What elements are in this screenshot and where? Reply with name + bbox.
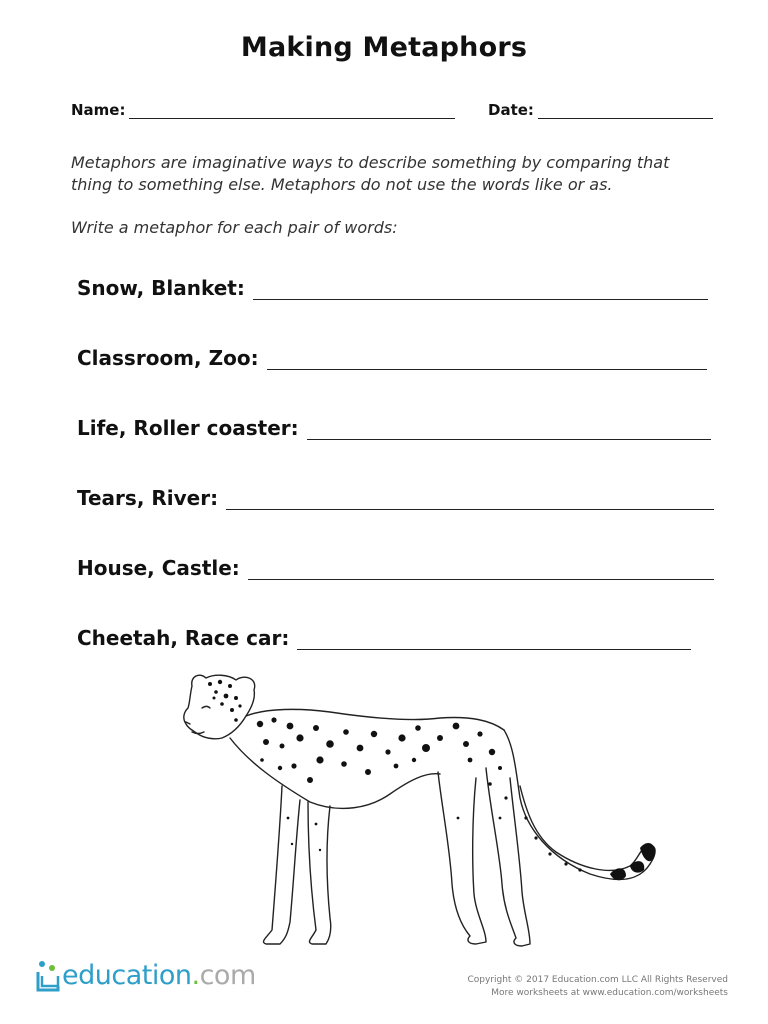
page-title: Making Metaphors	[240, 32, 528, 63]
intro-text: Metaphors are imaginative ways to describe something by comparing that thing to something else. Metaphors do not use the words like or as.	[71, 153, 670, 194]
answer-line[interactable]	[267, 347, 707, 370]
pair-label: Cheetah, Race car:	[77, 626, 290, 650]
copyright-block	[467, 974, 728, 1000]
pair-label: Classroom, Zoo:	[77, 346, 259, 370]
logo-text	[62, 960, 256, 991]
pair-row-snow-blanket	[77, 276, 708, 300]
pair-row-cheetah-race-car	[77, 626, 691, 650]
answer-line[interactable]	[226, 487, 714, 510]
answer-line[interactable]	[248, 557, 714, 580]
date-field	[488, 98, 713, 119]
instructions-text: Write a metaphor for each pair of words:	[71, 218, 398, 237]
education-logo[interactable]	[34, 958, 256, 992]
date-input-line[interactable]	[538, 98, 713, 119]
answer-line[interactable]	[297, 627, 691, 650]
date-label: Date:	[488, 101, 534, 119]
pair-row-tears-river	[77, 486, 714, 510]
name-label: Name:	[71, 101, 126, 119]
answer-line[interactable]	[307, 417, 711, 440]
pair-label: Snow, Blanket:	[77, 276, 245, 300]
pair-row-classroom-zoo	[77, 346, 707, 370]
pair-row-life-roller-coaster	[77, 416, 711, 440]
pair-label: Tears, River:	[77, 486, 219, 510]
pair-row-house-castle	[77, 556, 714, 580]
copyright-line: Copyright © 2017 Education.com LLC All Rights Reserved	[467, 975, 728, 985]
book-people-icon	[34, 958, 62, 992]
answer-line[interactable]	[253, 277, 708, 300]
pair-label: House, Castle:	[77, 556, 240, 580]
logo-dot: .	[191, 959, 200, 991]
pair-label: Life, Roller coaster:	[77, 416, 299, 440]
cheetah-illustration	[170, 668, 670, 958]
name-field	[71, 98, 455, 119]
worksheets-link[interactable]: More worksheets at www.education.com/worksheets	[491, 988, 728, 998]
logo-com: com	[199, 959, 256, 991]
name-input-line[interactable]	[129, 98, 455, 119]
logo-main: education	[62, 959, 192, 991]
